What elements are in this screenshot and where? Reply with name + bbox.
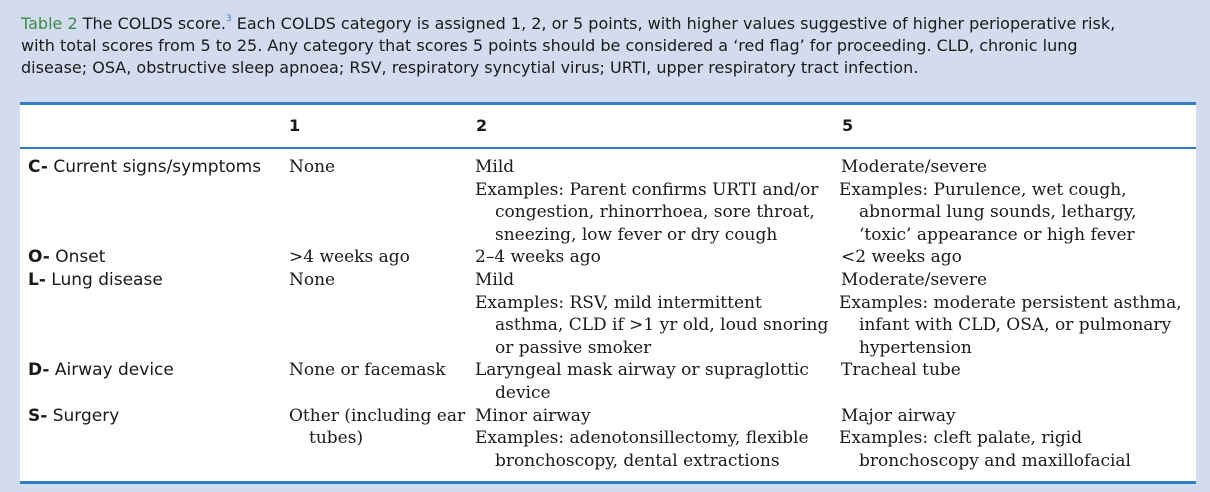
cell-o-score1: >4 weeks ago [289,247,410,268]
cell-s-score1-0: Other (including ear [289,405,466,426]
caption-line-3: disease; OSA, obstructive sleep apnoea; RSV, respiratory syncytial virus; URTI, upper respiratory tract infection. [21,58,919,77]
caption-text-1: Each COLDS category is assigned 1, 2, or 5 points, with higher values suggestive of higher perioperative risk, [236,14,1116,33]
cell-s-score5-2: bronchoscopy and maxillofacial [859,450,1131,471]
cell-l-score5-0: Moderate/severe [841,270,988,290]
cell-c-score1: None [289,157,336,177]
header-score-5: 5 [842,116,854,135]
cell-s-score2-2: bronchoscopy, dental extractions [495,450,780,471]
header-score-2: 2 [476,116,488,135]
caption-line-1 [21,13,1201,35]
cell-d-score5: Tracheal tube [841,360,961,381]
table-title: The COLDS score. [82,14,226,33]
cell-l-score2-1: Examples: RSV, mild intermittent [475,292,762,313]
category-label: Lung disease [51,270,163,290]
category-current-signs [28,156,261,179]
cell-d-score2-1: device [495,383,551,403]
header-score-1: 1 [289,116,301,135]
cell-s-score1-1: tubes) [309,428,364,449]
category-letter: S- [28,405,48,426]
cell-c-score5-1: Examples: Purulence, wet cough, [839,179,1127,200]
cell-o-score5: <2 weeks ago [841,247,962,268]
category-onset [28,246,105,269]
cell-l-score5-3: hypertension [859,337,972,358]
header-rule [20,147,1196,149]
cell-c-score5-2: abnormal lung sounds, lethargy, [859,202,1137,223]
cell-c-score2-2: congestion, rhinorrhoea, sore throat, [495,202,815,223]
cell-s-score2-1: Examples: adenotonsillectomy, flexible [475,428,809,449]
cell-l-score5-2: infant with CLD, OSA, or pulmonary [859,315,1172,336]
cell-c-score2-0: Mild [475,157,515,177]
cell-c-score5-3: ‘toxic’ appearance or high fever [859,224,1135,245]
category-surgery [28,405,119,428]
category-label: Current signs/symptoms [53,157,262,177]
colds-table [20,102,1196,484]
cell-s-score5-0: Major airway [841,405,956,426]
table-label: Table 2 [21,14,78,33]
cell-d-score2-0: Laryngeal mask airway or supraglottic [475,360,809,381]
cell-l-score2-0: Mild [475,270,515,290]
table-caption [21,13,1201,79]
category-airway-device [28,359,174,382]
category-label: Airway device [54,360,174,381]
caption-line-2: with total scores from 5 to 25. Any category that scores 5 points should be considered a ‘red flag’ for proceeding. CLD, chronic lung [21,36,1078,55]
category-label: Surgery [52,405,120,426]
reference-superscript[interactable]: 3 [225,14,232,24]
category-letter: C- [28,157,48,177]
cell-o-score2: 2–4 weeks ago [475,247,601,268]
category-letter: L- [28,270,46,290]
cell-l-score2-3: or passive smoker [495,337,652,358]
cell-l-score5-1: Examples: moderate persistent asthma, [839,292,1182,313]
cell-c-score5-0: Moderate/severe [841,157,988,177]
cell-c-score2-3: sneezing, low fever or dry cough [495,224,778,245]
cell-s-score5-1: Examples: cleft palate, rigid [839,428,1083,449]
category-lung-disease [28,269,163,292]
cell-s-score2-0: Minor airway [475,405,591,426]
category-label: Onset [55,247,106,268]
cell-l-score2-2: asthma, CLD if >1 yr old, loud snoring [495,315,829,336]
category-letter: O- [28,247,50,268]
cell-d-score1: None or facemask [289,360,446,381]
cell-c-score2-1: Examples: Parent confirms URTI and/or [475,179,819,200]
category-letter: D- [28,360,50,381]
cell-l-score1: None [289,270,336,290]
